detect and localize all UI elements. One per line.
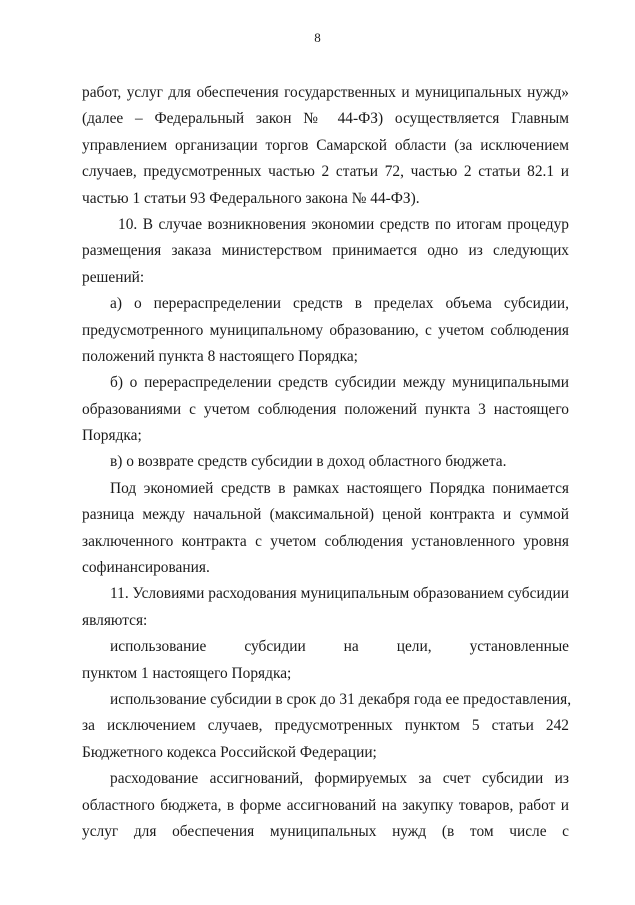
text-line: управлением организации торгов Самарской области (за исключением	[82, 136, 569, 154]
text-line: Бюджетного кодекса Российской Федерации;	[82, 743, 377, 761]
text-line: предусмотренного муниципальному образованию, с учетом соблюдения	[82, 321, 569, 339]
document-body	[82, 80, 572, 845]
text-line: (далее – Федеральный закон № 44-ФЗ) осуществляется Главным	[82, 110, 569, 128]
text-line: расходование ассигнований, формируемых за счет субсидии из	[110, 770, 569, 788]
text-line: образованиями с учетом соблюдения положений пункта 3 настоящего	[82, 400, 569, 418]
text-line: б) о перераспределении средств субсидии между муниципальными	[110, 374, 569, 392]
text-line: случаев, предусмотренных частью 2 статьи 72, частью 2 статьи 82.1 и	[82, 163, 569, 181]
text-line: заключенного контракта с учетом соблюдения установленного уровня	[82, 532, 569, 550]
text-line: Под экономией средств в рамках настоящего Порядка понимается	[110, 479, 569, 497]
text-line: а) о перераспределении средств в пределах объема субсидии,	[110, 295, 569, 313]
text-line: являются:	[82, 611, 148, 629]
text-line: софинансирования.	[82, 559, 210, 577]
text-line: положений пункта 8 настоящего Порядка;	[82, 347, 358, 365]
text-line: размещения заказа министерством принимается одно из следующих	[82, 242, 569, 260]
text-line: частью 1 статьи 93 Федерального закона № 44-ФЗ).	[82, 189, 420, 207]
text-line: 10. В случае возникновения экономии средств по итогам процедур	[118, 215, 569, 233]
text-line: использование субсидии на цели, установленные	[110, 638, 569, 656]
text-line: областного бюджета, в форме ассигнований на закупку товаров, работ и	[82, 796, 569, 814]
text-line: решений:	[82, 268, 145, 286]
text-line: пунктом 1 настоящего Порядка;	[82, 664, 292, 682]
text-line: использование субсидии в срок до 31 декабря года ее предоставления,	[110, 690, 572, 708]
page-number: 8	[314, 30, 321, 45]
text-line: работ, услуг для обеспечения государственных и муниципальных нужд»	[82, 84, 569, 101]
text-line: Порядка;	[82, 427, 142, 445]
text-line: разница между начальной (максимальной) ценой контракта и суммой	[82, 506, 569, 524]
text-line: 11. Условиями расходования муниципальным образованием субсидии	[110, 585, 569, 603]
text-line: услуг для обеспечения муниципальных нужд (в том числе с	[82, 822, 569, 840]
text-line: в) о возврате средств субсидии в доход областного бюджета.	[110, 453, 507, 471]
text-line: за исключением случаев, предусмотренных пунктом 5 статьи 242	[82, 717, 569, 735]
